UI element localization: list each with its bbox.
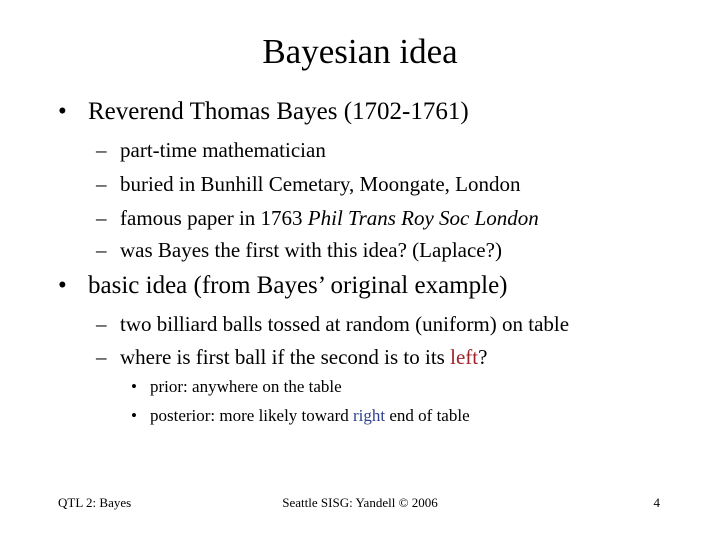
- sub-2-2-text-end: ?: [478, 345, 488, 369]
- sub-2-2-line: [120, 344, 487, 370]
- subsub-2-marker: •: [131, 406, 137, 425]
- sub-1-3-line: [120, 205, 539, 231]
- subsub-1-marker: •: [131, 377, 137, 396]
- sub-1-2-text: buried in Bunhill Cemetary, Moongate, London: [120, 172, 521, 196]
- bullet-2-text: basic idea (from Bayes’ original example): [88, 272, 508, 299]
- sub-2-1-dash: –: [96, 312, 107, 336]
- sub-1-3-text: famous paper in 1763: [120, 206, 308, 230]
- sub-1-4-dash: –: [96, 238, 107, 262]
- subsub-2-text-end: end of table: [385, 406, 470, 425]
- sub-1-1-text: part-time mathematician: [120, 138, 326, 162]
- bullet-1-marker: •: [58, 98, 67, 125]
- sub-2-2-text: where is first ball if the second is to its: [120, 345, 451, 369]
- footer-left: QTL 2: Bayes: [58, 495, 132, 510]
- footer-center: Seattle SISG: Yandell © 2006: [282, 495, 438, 510]
- subsub-2-text: posterior: more likely toward: [150, 406, 354, 425]
- bullet-1-text: Reverend Thomas Bayes (1702-1761): [88, 98, 469, 125]
- subsub-2-line: [150, 405, 470, 427]
- sub-1-2-dash: –: [96, 172, 107, 196]
- slide-title: Bayesian idea: [262, 32, 458, 71]
- subsub-1-text: prior: anywhere on the table: [150, 377, 342, 396]
- sub-1-1-dash: –: [96, 138, 107, 162]
- sub-1-3-dash: –: [96, 206, 107, 230]
- bullet-2-marker: •: [58, 272, 67, 299]
- left-highlight: left: [450, 345, 479, 369]
- page-number: 4: [653, 495, 660, 510]
- right-highlight: right: [353, 406, 386, 425]
- sub-1-4-text: was Bayes the first with this idea? (Laplace?): [120, 238, 502, 262]
- sub-2-2-dash: –: [96, 345, 107, 369]
- sub-1-3-journal: Phil Trans Roy Soc London: [307, 206, 539, 230]
- sub-2-1-text: two billiard balls tossed at random (uniform) on table: [120, 312, 570, 336]
